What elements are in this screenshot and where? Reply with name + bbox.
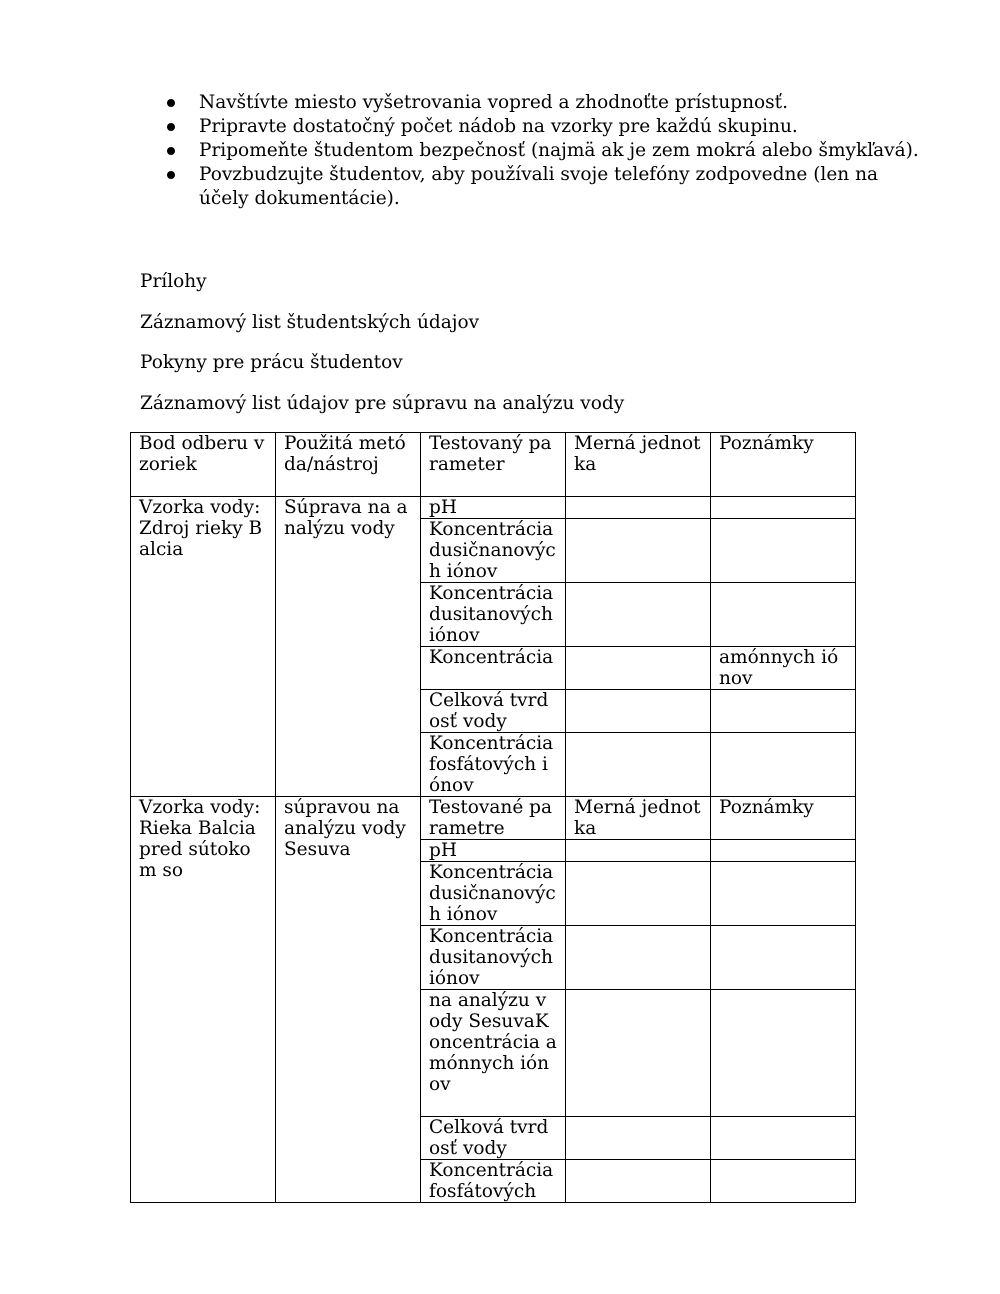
heading-zaznamovy-list: Záznamový list študentských údajov xyxy=(140,312,480,333)
unit-cell[interactable] xyxy=(566,840,711,862)
list-item xyxy=(165,139,925,163)
note-cell[interactable] xyxy=(711,990,856,1117)
note-cell[interactable]: amónnych iónov xyxy=(711,647,856,690)
unit-cell[interactable] xyxy=(566,733,711,797)
param-cell: Koncentrácia fosfátových xyxy=(421,1160,566,1203)
heading-suprava: Záznamový list údajov pre súpravu na analýzu vody xyxy=(140,393,625,414)
note-cell[interactable] xyxy=(711,583,856,647)
note-cell[interactable] xyxy=(711,519,856,583)
note-cell: Poznámky xyxy=(711,797,856,840)
unit-cell[interactable] xyxy=(566,990,711,1117)
list-item-text: Pripomeňte študentom bezpečnosť (najmä ak je zem mokrá alebo šmykľavá). xyxy=(199,140,919,161)
unit-cell[interactable] xyxy=(566,583,711,647)
unit-cell[interactable] xyxy=(566,690,711,733)
unit-cell[interactable] xyxy=(566,519,711,583)
heading-prilohy: Prílohy xyxy=(140,271,207,292)
list-item xyxy=(165,91,925,115)
param-cell: Testované parametre xyxy=(421,797,566,840)
header-cell: Testovaný parameter xyxy=(421,433,566,497)
list-item-text: Navštívte miesto vyšetrovania vopred a zhodnoťte prístupnosť. xyxy=(199,92,788,113)
table-row xyxy=(131,797,856,840)
header-cell: Poznámky xyxy=(711,433,856,497)
param-cell: Celková tvrdosť vody xyxy=(421,1117,566,1160)
note-cell[interactable] xyxy=(711,733,856,797)
param-cell: pH xyxy=(421,497,566,519)
param-cell: na analýzu vody SesuvaKoncentrácia amónnych iónov xyxy=(421,990,566,1117)
table-row xyxy=(131,497,856,519)
heading-pokyny: Pokyny pre prácu študentov xyxy=(140,352,403,373)
param-cell: Koncentrácia xyxy=(421,647,566,690)
list-item xyxy=(165,163,925,211)
note-cell[interactable] xyxy=(711,690,856,733)
bullet-icon xyxy=(167,171,175,179)
unit-cell[interactable] xyxy=(566,1160,711,1203)
unit-cell[interactable] xyxy=(566,862,711,926)
list-item-text: Pripravte dostatočný počet nádob na vzorky pre každú skupinu. xyxy=(199,116,798,137)
note-cell[interactable] xyxy=(711,1117,856,1160)
note-cell[interactable] xyxy=(711,497,856,519)
instructions-list xyxy=(165,91,925,211)
param-cell: Celková tvrdosť vody xyxy=(421,690,566,733)
param-cell: Koncentrácia dusitanových iónov xyxy=(421,583,566,647)
note-cell[interactable] xyxy=(711,926,856,990)
bullet-icon xyxy=(167,99,175,107)
header-cell: Merná jednotka xyxy=(566,433,711,497)
param-cell: Koncentrácia dusičnanových iónov xyxy=(421,862,566,926)
bullet-icon xyxy=(167,147,175,155)
note-cell[interactable] xyxy=(711,840,856,862)
unit-cell[interactable] xyxy=(566,647,711,690)
param-cell: pH xyxy=(421,840,566,862)
site-cell: Vzorka vody: Rieka Balcia pred sútokom so xyxy=(131,797,276,1203)
header-cell: Použitá metóda/nástroj xyxy=(276,433,421,497)
table-header-row xyxy=(131,433,856,497)
unit-cell: Merná jednotka xyxy=(566,797,711,840)
header-cell: Bod odberu vzoriek xyxy=(131,433,276,497)
unit-cell[interactable] xyxy=(566,497,711,519)
bullet-icon xyxy=(167,123,175,131)
param-cell: Koncentrácia dusitanových iónov xyxy=(421,926,566,990)
site-cell: Vzorka vody: Zdroj rieky Balcia xyxy=(131,497,276,797)
note-cell[interactable] xyxy=(711,862,856,926)
list-item xyxy=(165,115,925,139)
data-table xyxy=(130,432,856,1203)
unit-cell[interactable] xyxy=(566,1117,711,1160)
note-cell[interactable] xyxy=(711,1160,856,1203)
param-cell: Koncentrácia fosfátových iónov xyxy=(421,733,566,797)
unit-cell[interactable] xyxy=(566,926,711,990)
method-cell: Súprava na analýzu vody xyxy=(276,497,421,797)
param-cell: Koncentrácia dusičnanových iónov xyxy=(421,519,566,583)
method-cell: súpravou na analýzu vody Sesuva xyxy=(276,797,421,1203)
list-item-text: Povzbudzujte študentov, aby používali svoje telefóny zodpovedne (len na účely dokumentácie). xyxy=(199,164,879,209)
